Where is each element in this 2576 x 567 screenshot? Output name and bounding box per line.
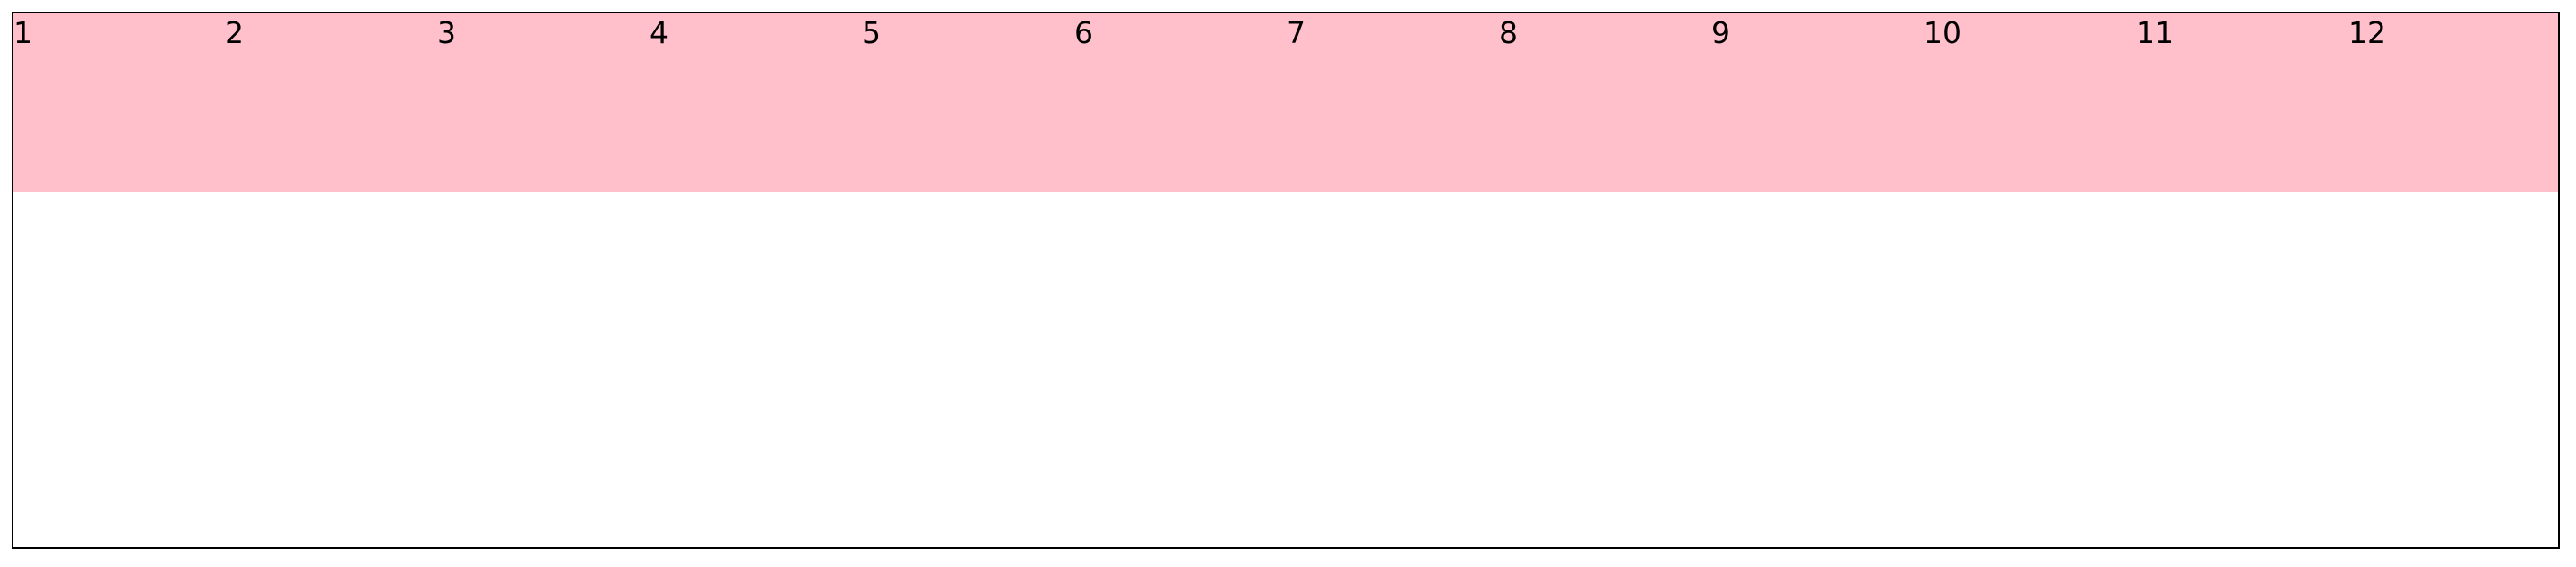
column-label-1: 1 [13, 15, 32, 50]
column-label-8: 8 [1499, 15, 1518, 50]
column-label-9: 9 [1711, 15, 1730, 50]
column-label-12: 12 [2348, 15, 2386, 50]
column-label-5: 5 [862, 15, 881, 50]
column-label-3: 3 [437, 15, 456, 50]
column-label-10: 10 [1924, 15, 1961, 50]
column-label-7: 7 [1287, 15, 1305, 50]
column-label-11: 11 [2136, 15, 2174, 50]
column-label-4: 4 [650, 15, 668, 50]
grid-row-band [13, 13, 2558, 192]
column-label-6: 6 [1074, 15, 1093, 50]
grid-container [12, 12, 2560, 549]
column-label-2: 2 [225, 15, 244, 50]
